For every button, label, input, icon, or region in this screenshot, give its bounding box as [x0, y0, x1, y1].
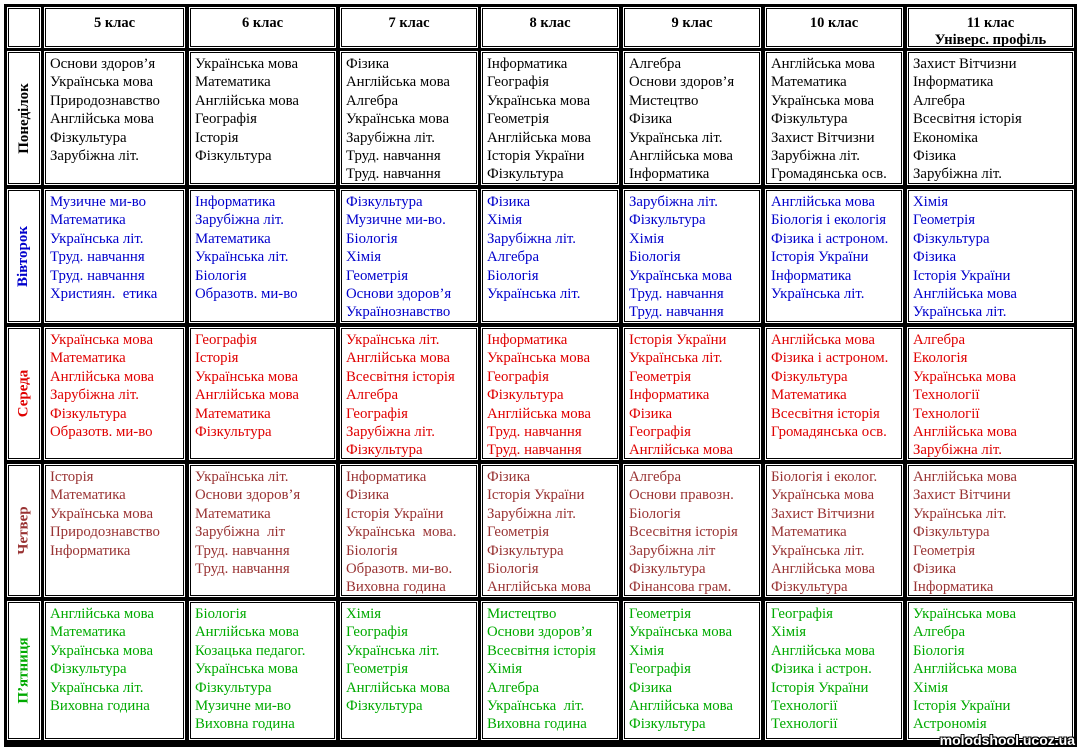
lesson-subject: Українська мова — [771, 92, 875, 109]
lesson-subject: Труд. навчання — [629, 304, 724, 321]
lesson-subject: Фізика — [629, 111, 673, 128]
lesson-subject: Громадянська осв. — [771, 166, 887, 183]
lesson-subject: Зарубіжна літ. — [346, 129, 435, 146]
lesson-subject: Українська літ. — [913, 304, 1007, 321]
lesson-subject: Англійська мова — [50, 368, 155, 385]
lesson-subject: Біологія і екологія — [771, 212, 887, 229]
lesson-subject: Історія України — [346, 505, 444, 522]
lesson-subject: Географія — [346, 624, 408, 641]
lesson-subject: Фізкультура — [487, 542, 564, 559]
grade-header — [341, 8, 477, 47]
lesson-subject: Інформатика — [195, 194, 276, 210]
lesson-subject: Мистецтво — [487, 606, 557, 622]
lesson-subject: Українська літ. — [771, 542, 865, 559]
lesson-cell — [190, 190, 335, 322]
lesson-subject: Інформатика — [487, 56, 568, 72]
lesson-subject: Алгебра — [913, 92, 966, 109]
site-watermark: molodshool.ucoz.ua — [939, 732, 1075, 748]
lesson-subject: Англійська мова — [771, 332, 876, 348]
lesson-subject: Українознавство — [346, 304, 451, 321]
lesson-subject: Зарубіжна літ. — [487, 505, 576, 522]
lesson-subject: Основи здоров’я — [629, 74, 735, 91]
lesson-subject: Хімія — [346, 606, 382, 622]
lesson-subject: Географія — [629, 424, 691, 441]
lesson-subject: Фізкультура — [346, 698, 423, 715]
lesson-subject: Українська літ. — [913, 505, 1007, 522]
grade-header — [624, 8, 760, 47]
lesson-subject: Фізкультура — [50, 405, 127, 422]
lesson-subject: Англійська мова — [629, 442, 734, 459]
lesson-subject: Геометрія — [487, 524, 550, 541]
lesson-subject: Українська мова — [771, 487, 875, 504]
lesson-subject: Виховна година — [195, 716, 295, 733]
lesson-subject: Математика — [50, 350, 126, 367]
lesson-subject: Фізкультура — [629, 561, 706, 578]
lesson-subject: Біологія — [487, 267, 539, 284]
lesson-subject: Природознавство — [50, 92, 160, 109]
lesson-subject: Українська літ. — [50, 679, 144, 696]
lesson-subject: Фізкультура — [195, 148, 272, 165]
lesson-subject: Біологія — [629, 505, 681, 522]
lesson-subject: Біологія — [346, 230, 398, 247]
lesson-subject: Астрономія — [913, 716, 987, 733]
lesson-subject: Алгебра — [346, 92, 399, 109]
lesson-subject: Музичне ми-во. — [346, 212, 446, 229]
lesson-subject: Зарубіжна літ. — [913, 442, 1002, 459]
lesson-cell — [908, 465, 1073, 596]
lesson-subject: Основи правозн. — [629, 487, 734, 504]
lesson-subject: Фізкультура — [346, 194, 423, 210]
lesson-subject: Англійська мова — [629, 148, 734, 165]
lesson-cell — [908, 190, 1073, 322]
lesson-subject: Інформатика — [913, 74, 994, 91]
lesson-cell — [190, 52, 335, 184]
lesson-subject: Хімія — [629, 642, 665, 659]
lesson-cell — [766, 465, 902, 596]
lesson-subject: Геометрія — [487, 111, 550, 128]
lesson-subject: Історія — [195, 350, 239, 367]
lesson-subject: Географія — [195, 111, 257, 128]
day-label: П’ятниця — [15, 637, 32, 704]
lesson-subject: Математика — [50, 487, 126, 504]
lesson-subject: Труд. навчання — [195, 542, 290, 559]
lesson-subject: Всесвітня історія — [771, 405, 880, 422]
lesson-subject: Англійська мова — [771, 56, 876, 72]
lesson-subject: Українська мова — [195, 56, 299, 72]
lesson-subject: Українська мова — [195, 368, 299, 385]
lesson-cell — [908, 52, 1073, 184]
lesson-subject: Англійська мова — [913, 424, 1018, 441]
lesson-subject: Англійська мова — [346, 74, 451, 91]
lesson-subject: Труд. навчання — [50, 267, 145, 284]
lesson-subject: Всесвітня історія — [487, 642, 596, 659]
lesson-subject: Біологія — [346, 542, 398, 559]
lesson-subject: Хімія — [487, 212, 523, 229]
lesson-subject: Географія — [195, 332, 257, 348]
lesson-subject: Фізика — [913, 561, 957, 578]
lesson-subject: Математика — [771, 74, 847, 91]
lesson-subject: Українська літ. — [629, 129, 723, 146]
lesson-subject: Англійська мова — [487, 405, 592, 422]
lesson-subject: Зарубіжна літ. — [913, 166, 1002, 183]
lesson-cell — [482, 190, 618, 322]
lesson-subject: Українська літ. — [195, 469, 289, 485]
lesson-subject: Математика — [771, 524, 847, 541]
lesson-subject: Всесвітня історія — [346, 368, 455, 385]
grade-label: 7 клас — [388, 15, 430, 31]
lesson-subject: Історія України — [913, 698, 1011, 715]
lesson-subject: Труд. навчання — [346, 166, 441, 183]
lesson-subject: Фізкультура — [195, 679, 272, 696]
lesson-subject: Географія — [771, 606, 833, 622]
lesson-subject: Основи здоров’я — [195, 487, 301, 504]
lesson-cell — [624, 602, 760, 739]
lesson-subject: Захист Вітчизни — [771, 129, 875, 146]
lesson-cell — [341, 190, 477, 322]
lesson-subject: Історія України — [487, 148, 585, 165]
lesson-subject: Фізика і астроном. — [771, 230, 889, 247]
lesson-cell — [482, 602, 618, 739]
lesson-cell — [190, 465, 335, 596]
day-label: Понеділок — [15, 82, 32, 154]
lesson-subject: Українська літ. — [487, 698, 585, 715]
lesson-subject: Зарубіжна літ. — [629, 194, 718, 210]
lesson-subject: Основи здоров’я — [487, 624, 593, 641]
lesson-subject: Технології — [771, 698, 838, 715]
lesson-subject: Виховна година — [50, 698, 150, 715]
lesson-cell — [624, 328, 760, 459]
day-label-cell — [8, 328, 40, 459]
lesson-subject: Економіка — [913, 129, 978, 146]
lesson-subject: Українська мова — [195, 661, 299, 678]
lesson-subject: Технології — [913, 387, 980, 404]
lesson-cell — [190, 328, 335, 459]
day-label-cell — [8, 465, 40, 596]
lesson-subject: Захист Вітчизни — [913, 56, 1017, 72]
lesson-subject: Зарубіжна літ. — [50, 148, 139, 165]
lesson-subject: Геометрія — [629, 368, 692, 385]
lesson-subject: Фізкультура — [771, 579, 848, 596]
lesson-subject: Алгебра — [346, 387, 399, 404]
lesson-subject: Захист Вітчизни — [771, 505, 875, 522]
lesson-subject: Геометрія — [913, 542, 976, 559]
lesson-subject: Інформатика — [629, 387, 710, 404]
lesson-subject: Інформатика — [629, 166, 710, 183]
lesson-cell — [45, 52, 184, 184]
lesson-subject: Математика — [50, 624, 126, 641]
lesson-subject: Фізкультура — [50, 661, 127, 678]
lesson-subject: Англійська мова — [487, 129, 592, 146]
lesson-cell — [624, 52, 760, 184]
lesson-subject: Географія — [487, 74, 549, 91]
lesson-cell — [341, 328, 477, 459]
lesson-cell — [482, 52, 618, 184]
lesson-subject: Інформатика — [50, 542, 131, 559]
lesson-subject: Історія України — [629, 332, 727, 348]
lesson-subject: Інформатика — [913, 579, 994, 596]
lesson-subject: Українська мова — [487, 92, 591, 109]
lesson-subject: Біологія — [629, 249, 681, 266]
lesson-subject: Зарубіжна літ — [195, 524, 286, 541]
lesson-subject: Алгебра — [487, 679, 540, 696]
corner-cell — [8, 8, 40, 47]
lesson-subject: Українська мова — [913, 368, 1017, 385]
lesson-subject: Інформатика — [487, 332, 568, 348]
lesson-subject: Хімія — [487, 661, 523, 678]
lesson-subject: Фізика — [346, 487, 390, 504]
lesson-subject: Біологія — [913, 642, 965, 659]
lesson-subject: Образотв. ми-во. — [346, 561, 453, 578]
day-label: Середа — [15, 369, 32, 418]
lesson-subject: Українська мова — [629, 267, 733, 284]
lesson-cell — [341, 602, 477, 739]
lesson-subject: Християн. етика — [50, 286, 158, 303]
lesson-subject: Фізика — [629, 679, 673, 696]
grade-label: 5 клас — [93, 15, 136, 31]
lesson-subject: Фізкультура — [913, 524, 990, 541]
lesson-subject: Козацька педагог. — [195, 642, 306, 659]
lesson-subject: Виховна година — [487, 716, 587, 733]
lesson-subject: Історія України — [913, 267, 1011, 284]
grade-header — [482, 8, 618, 47]
lesson-subject: Англійська мова — [629, 698, 734, 715]
grade-header — [190, 8, 335, 47]
lesson-subject: Англійська мова — [346, 679, 451, 696]
lesson-subject: Математика — [195, 230, 271, 247]
lesson-cell — [624, 465, 760, 596]
lesson-subject: Історія України — [487, 487, 585, 504]
lesson-subject: Англійська мова — [771, 561, 876, 578]
lesson-subject: Зарубіжна літ. — [487, 230, 576, 247]
lesson-subject: Алгебра — [629, 56, 682, 72]
lesson-subject: Українська літ. — [195, 249, 289, 266]
grade-label: 10 клас — [809, 15, 859, 31]
lesson-subject: Громадянська осв. — [771, 424, 887, 441]
lesson-subject: Всесвітня історія — [913, 111, 1022, 128]
day-label: Вівторок — [15, 225, 32, 287]
lesson-subject: Фізика — [629, 405, 673, 422]
lesson-subject: Труд. навчання — [346, 148, 441, 165]
lesson-subject: Біологія — [195, 267, 247, 284]
lesson-subject: Хімія — [913, 679, 949, 696]
lesson-subject: Труд. навчання — [487, 424, 582, 441]
lesson-subject: Музичне ми-во — [50, 194, 147, 210]
lesson-subject: Алгебра — [913, 624, 966, 641]
lesson-subject: Фізкультура — [629, 716, 706, 733]
lesson-subject: Природознавство — [50, 524, 160, 541]
lesson-subject: Українська мова. — [346, 524, 457, 541]
lesson-cell — [908, 328, 1073, 459]
lesson-subject: Українська мова — [487, 350, 591, 367]
lesson-subject: Мистецтво — [629, 92, 699, 109]
lesson-subject: Зарубіжна літ. — [50, 387, 139, 404]
lesson-subject: Образотв. ми-во — [195, 286, 298, 303]
lesson-subject: Зарубіжна літ. — [195, 212, 284, 229]
lesson-subject: Історія України — [771, 679, 869, 696]
lesson-cell — [766, 328, 902, 459]
lesson-subject: Математика — [195, 505, 271, 522]
lesson-subject: Англійська мова — [346, 350, 451, 367]
lesson-subject: Українська літ. — [629, 350, 723, 367]
lesson-subject: Українська мова — [50, 505, 154, 522]
lesson-subject: Фізика — [487, 469, 531, 485]
lesson-subject: Українська літ. — [50, 230, 144, 247]
day-label: Четвер — [15, 506, 32, 555]
lesson-subject: Фізика — [913, 148, 957, 165]
lesson-subject: Труд. навчання — [50, 249, 145, 266]
lesson-subject: Українська літ. — [346, 642, 440, 659]
lesson-subject: Хімія — [771, 624, 807, 641]
lesson-subject: Англійська мова — [50, 111, 155, 128]
day-label-cell — [8, 190, 40, 322]
grade-label: 6 клас — [241, 15, 284, 31]
lesson-subject: Інформатика — [771, 267, 852, 284]
lesson-subject: Українська літ. — [771, 286, 865, 303]
lesson-subject: Захист Вітчини — [913, 487, 1011, 504]
lesson-subject: Фізкультура — [50, 129, 127, 146]
lesson-cell — [45, 602, 184, 739]
lesson-subject: Біологія і еколог. — [771, 469, 878, 485]
lesson-subject: Геометрія — [913, 212, 976, 229]
lesson-subject: Алгебра — [629, 469, 682, 485]
lesson-cell — [341, 52, 477, 184]
lesson-subject: Фізика — [346, 56, 390, 72]
lesson-subject: Англійська мова — [50, 606, 155, 622]
lesson-subject: Фізика — [913, 249, 957, 266]
lesson-cell — [908, 602, 1073, 739]
grade-header — [45, 8, 184, 47]
lesson-subject: Образотв. ми-во — [50, 424, 153, 441]
lesson-subject: Географія — [629, 661, 691, 678]
lesson-subject: Англійська мова — [195, 387, 300, 404]
lesson-subject: Технології — [913, 405, 980, 422]
grade-label: 8 клас — [529, 15, 571, 31]
lesson-subject: Математика — [771, 387, 847, 404]
lesson-subject: Інформатика — [346, 469, 427, 485]
lesson-subject: Історія — [195, 129, 239, 146]
lesson-subject: Фізика — [487, 194, 531, 210]
lesson-subject: Алгебра — [913, 332, 966, 348]
grade-label: 9 клас — [671, 15, 713, 31]
lesson-subject: Англійська мова — [195, 624, 300, 641]
grade-profile-label: Універс. профіль — [934, 32, 1047, 47]
grade-header — [766, 8, 902, 47]
lesson-subject: Фізкультура — [346, 442, 423, 459]
lesson-subject: Англійська мова — [487, 579, 592, 596]
lesson-cell — [45, 465, 184, 596]
lesson-cell — [190, 602, 335, 739]
lesson-subject: Фізика і астроном. — [771, 350, 889, 367]
lesson-subject: Основи здоров’я — [346, 286, 452, 303]
lesson-subject: Англійська мова — [913, 661, 1018, 678]
lesson-subject: Фізкультура — [487, 387, 564, 404]
lesson-subject: Англійська мова — [913, 286, 1018, 303]
lesson-subject: Фізкультура — [771, 368, 848, 385]
lesson-subject: Зарубіжна літ — [629, 542, 716, 559]
lesson-subject: Екологія — [913, 350, 968, 367]
lesson-subject: Алгебра — [487, 249, 540, 266]
lesson-subject: Фізкультура — [195, 424, 272, 441]
lesson-subject: Труд. навчання — [195, 561, 290, 578]
lesson-subject: Труд. навчання — [629, 286, 724, 303]
lesson-subject: Географія — [487, 368, 549, 385]
lesson-subject: Біологія — [195, 606, 247, 622]
lesson-subject: Українська мова — [50, 642, 154, 659]
lesson-subject: Хімія — [629, 230, 665, 247]
lesson-subject: Фізкультура — [487, 166, 564, 183]
lesson-subject: Фізика і астрон. — [771, 661, 872, 678]
lesson-subject: Зарубіжна літ. — [346, 424, 435, 441]
lesson-cell — [766, 602, 902, 739]
lesson-subject: Фінансова грам. — [629, 579, 732, 596]
lesson-subject: Географія — [346, 405, 408, 422]
lesson-subject: Українська мова — [50, 74, 154, 91]
lesson-cell — [482, 328, 618, 459]
lesson-subject: Труд. навчання — [487, 442, 582, 459]
lesson-subject: Англійська мова — [195, 92, 300, 109]
lesson-cell — [624, 190, 760, 322]
lesson-subject: Основи здоров’я — [50, 56, 156, 72]
lesson-subject: Біологія — [487, 561, 539, 578]
grade-label: 11 клас — [966, 15, 1015, 31]
lesson-subject: Технології — [771, 716, 838, 733]
lesson-subject: Українська літ. — [346, 332, 440, 348]
lesson-subject: Історія України — [771, 249, 869, 266]
lesson-subject: Українська мова — [629, 624, 733, 641]
lesson-subject: Геометрія — [346, 267, 409, 284]
lesson-subject: Математика — [195, 74, 271, 91]
lesson-subject: Англійська мова — [913, 469, 1018, 485]
lesson-cell — [482, 465, 618, 596]
grade-header — [908, 8, 1073, 47]
lesson-subject: Геометрія — [346, 661, 409, 678]
lesson-subject: Фізкультура — [913, 230, 990, 247]
lesson-subject: Українська мова — [346, 111, 450, 128]
lesson-cell — [45, 328, 184, 459]
lesson-subject: Історія — [50, 469, 94, 485]
lesson-subject: Музичне ми-во — [195, 698, 292, 715]
lesson-subject: Хімія — [346, 249, 382, 266]
lesson-cell — [766, 190, 902, 322]
lesson-subject: Українська літ. — [487, 286, 581, 303]
lesson-subject: Англійська мова — [771, 194, 876, 210]
lesson-subject: Математика — [195, 405, 271, 422]
lesson-subject: Виховна година — [346, 579, 446, 596]
lesson-subject: Українська мова — [50, 332, 154, 348]
lesson-subject: Фізкультура — [629, 212, 706, 229]
lesson-subject: Геометрія — [629, 606, 692, 622]
schedule-table — [4, 4, 1077, 747]
day-label-cell — [8, 52, 40, 184]
lesson-subject: Хімія — [913, 194, 949, 210]
lesson-subject: Всесвітня історія — [629, 524, 738, 541]
lesson-cell — [766, 52, 902, 184]
day-label-cell — [8, 602, 40, 739]
lesson-cell — [341, 465, 477, 596]
lesson-subject: Фізкультура — [771, 111, 848, 128]
lesson-subject: Українська мова — [913, 606, 1017, 622]
lesson-cell — [45, 190, 184, 322]
lesson-subject: Зарубіжна літ. — [771, 148, 860, 165]
lesson-subject: Математика — [50, 212, 126, 229]
lesson-subject: Англійська мова — [771, 642, 876, 659]
